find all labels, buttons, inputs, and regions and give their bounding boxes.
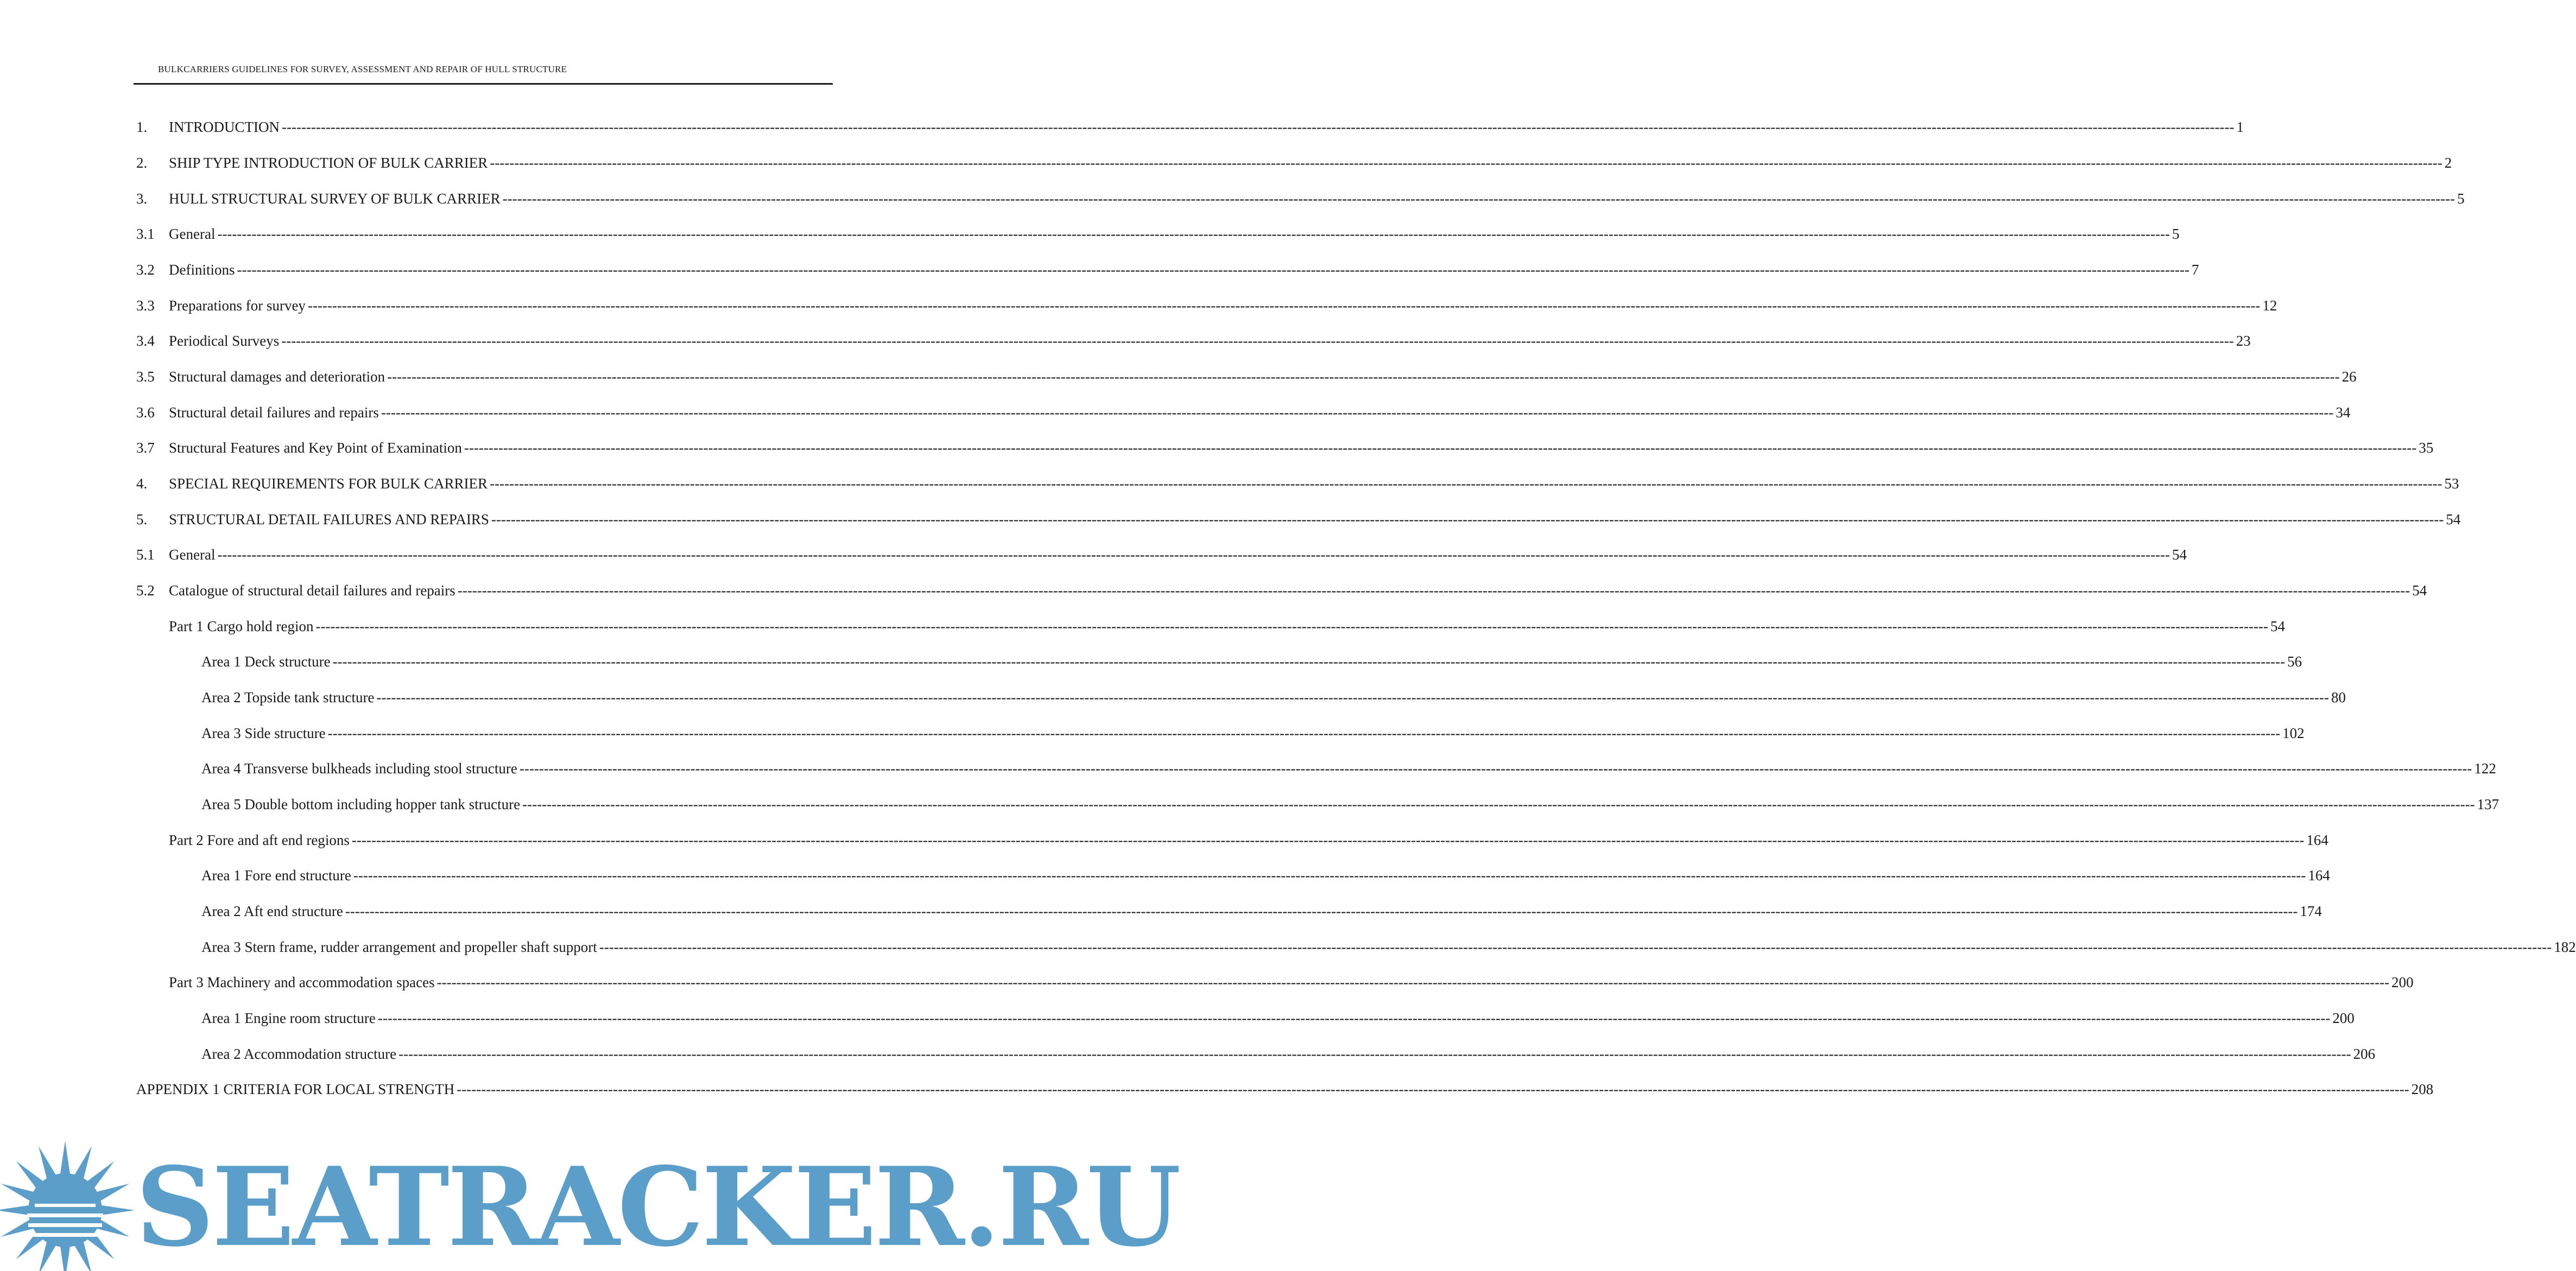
toc-entry[interactable] — [136, 582, 2427, 604]
toc-entry-title: INTRODUCTION — [169, 119, 280, 135]
toc-leader: ---------------------------------------------------------------------------------------------------------------------------------------------------------------------------------------------------------------------------------------------------------------------------------------------------------------------------------------------------------------------------------------------------------------- — [522, 796, 2475, 812]
toc-leader: ---------------------------------------------------------------------------------------------------------------------------------------------------------------------------------------------------------------------------------------------------------------------------------------------------------------------------------------------------------------------------------------------------------------- — [464, 440, 2417, 456]
toc-entry[interactable] — [201, 939, 2576, 961]
toc-entry[interactable] — [136, 440, 2434, 461]
toc-entry-title: STRUCTURAL DETAIL FAILURES AND REPAIRS — [169, 511, 489, 528]
toc-entry[interactable] — [201, 653, 2302, 675]
toc-entry-number: 5.2 — [136, 582, 155, 599]
toc-entry-page: 54 — [2172, 546, 2187, 563]
toc-leader: ---------------------------------------------------------------------------------------------------------------------------------------------------------------------------------------------------------------------------------------------------------------------------------------------------------------------------------------------------------------------------------------------------------------- — [351, 832, 2305, 848]
toc-leader: ---------------------------------------------------------------------------------------------------------------------------------------------------------------------------------------------------------------------------------------------------------------------------------------------------------------------------------------------------------------------------------------------------------------- — [217, 226, 2170, 242]
toc-entry-page: 200 — [2332, 1010, 2355, 1026]
toc-entry-title: Part 2 Fore and aft end regions — [169, 832, 350, 848]
toc-entry-title: Area 3 Side structure — [201, 725, 326, 741]
toc-leader: ---------------------------------------------------------------------------------------------------------------------------------------------------------------------------------------------------------------------------------------------------------------------------------------------------------------------------------------------------------------------------------------------------------------- — [490, 475, 2442, 492]
toc-entry-title: Area 2 Aft end structure — [201, 903, 343, 919]
toc-entry-number: 1. — [136, 119, 148, 135]
toc-entry-page: 200 — [2391, 974, 2414, 990]
toc-entry-title: SPECIAL REQUIREMENTS FOR BULK CARRIER — [169, 475, 488, 492]
toc-leader: ---------------------------------------------------------------------------------------------------------------------------------------------------------------------------------------------------------------------------------------------------------------------------------------------------------------------------------------------------------------------------------------------------------------- — [599, 939, 2552, 955]
toc-entry[interactable] — [201, 760, 2496, 782]
toc-entry-page: 164 — [2308, 867, 2330, 884]
toc-entry-page: 12 — [2262, 297, 2277, 314]
toc-entry-number: 3.6 — [136, 404, 155, 421]
toc-entry-title: General — [169, 546, 216, 563]
toc-entry-page: 56 — [2287, 653, 2302, 670]
toc-entry-page: 164 — [2306, 832, 2328, 848]
toc-entry-page: 2 — [2444, 155, 2452, 171]
toc-leader: ---------------------------------------------------------------------------------------------------------------------------------------------------------------------------------------------------------------------------------------------------------------------------------------------------------------------------------------------------------------------------------------------------------------- — [457, 1081, 2409, 1097]
toc-entry[interactable] — [136, 546, 2187, 568]
toc-entry-page: 122 — [2474, 760, 2496, 777]
toc-entry-number: 5. — [136, 511, 148, 528]
toc-leader: ---------------------------------------------------------------------------------------------------------------------------------------------------------------------------------------------------------------------------------------------------------------------------------------------------------------------------------------------------------------------------------------------------------------- — [377, 1010, 2331, 1026]
toc-leader: ---------------------------------------------------------------------------------------------------------------------------------------------------------------------------------------------------------------------------------------------------------------------------------------------------------------------------------------------------------------------------------------------------------------- — [381, 404, 2334, 421]
toc-entry-number: 3. — [136, 190, 148, 207]
toc-entry-number: 4. — [136, 475, 148, 492]
toc-leader: ---------------------------------------------------------------------------------------------------------------------------------------------------------------------------------------------------------------------------------------------------------------------------------------------------------------------------------------------------------------------------------------------------------------- — [519, 760, 2472, 777]
toc-entry-number: 3.3 — [136, 297, 155, 314]
toc-leader: ---------------------------------------------------------------------------------------------------------------------------------------------------------------------------------------------------------------------------------------------------------------------------------------------------------------------------------------------------------------------------------------------------------------- — [387, 368, 2340, 385]
toc-entry-page: 5 — [2457, 190, 2465, 207]
toc-entry[interactable] — [201, 867, 2330, 889]
toc-entry-title: Area 3 Stern frame, rudder arrangement and propeller shaft support — [201, 939, 597, 955]
toc-entry-number: 2. — [136, 155, 148, 171]
toc-leader: ---------------------------------------------------------------------------------------------------------------------------------------------------------------------------------------------------------------------------------------------------------------------------------------------------------------------------------------------------------------------------------------------------------------- — [491, 511, 2444, 528]
toc-entry[interactable] — [201, 796, 2499, 818]
toc-entry-page: 80 — [2331, 689, 2346, 706]
toc-entry[interactable] — [169, 618, 2285, 640]
toc-leader: ---------------------------------------------------------------------------------------------------------------------------------------------------------------------------------------------------------------------------------------------------------------------------------------------------------------------------------------------------------------------------------------------------------------- — [436, 974, 2390, 990]
toc-leader: ---------------------------------------------------------------------------------------------------------------------------------------------------------------------------------------------------------------------------------------------------------------------------------------------------------------------------------------------------------------------------------------------------------------- — [398, 1046, 2351, 1062]
toc-entry-title: Definitions — [169, 262, 235, 278]
toc-entry-page: 35 — [2419, 440, 2434, 456]
toc-leader: ---------------------------------------------------------------------------------------------------------------------------------------------------------------------------------------------------------------------------------------------------------------------------------------------------------------------------------------------------------------------------------------------------------------- — [345, 903, 2298, 919]
toc-entry-title: Area 1 Engine room structure — [201, 1010, 376, 1026]
toc-leader: ---------------------------------------------------------------------------------------------------------------------------------------------------------------------------------------------------------------------------------------------------------------------------------------------------------------------------------------------------------------------------------------------------------------- — [281, 333, 2234, 349]
toc-entry-page: 54 — [2270, 618, 2285, 634]
toc-leader: ---------------------------------------------------------------------------------------------------------------------------------------------------------------------------------------------------------------------------------------------------------------------------------------------------------------------------------------------------------------------------------------------------------------- — [307, 297, 2261, 314]
toc-entry-page: 208 — [2411, 1081, 2434, 1097]
toc-entry-page: 174 — [2300, 903, 2322, 919]
toc-entry[interactable] — [201, 725, 2305, 747]
toc-entry[interactable] — [201, 1010, 2355, 1032]
toc-entry-title: APPENDIX 1 CRITERIA FOR LOCAL STRENGTH — [136, 1081, 455, 1097]
toc-entry-page: 1 — [2236, 119, 2244, 135]
toc-leader: ---------------------------------------------------------------------------------------------------------------------------------------------------------------------------------------------------------------------------------------------------------------------------------------------------------------------------------------------------------------------------------------------------------------- — [353, 867, 2306, 884]
toc-entry-title: Area 4 Transverse bulkheads including stool structure — [201, 760, 517, 777]
toc-entry-page: 53 — [2444, 475, 2459, 492]
toc-leader: ---------------------------------------------------------------------------------------------------------------------------------------------------------------------------------------------------------------------------------------------------------------------------------------------------------------------------------------------------------------------------------------------------------------- — [502, 190, 2455, 207]
toc-entry[interactable] — [136, 511, 2461, 533]
toc-entry-title: Preparations for survey — [169, 297, 306, 314]
toc-entry-title: Structural Features and Key Point of Examination — [169, 440, 462, 456]
toc-entry[interactable] — [201, 689, 2346, 711]
toc-entry-title: HULL STRUCTURAL SURVEY OF BULK CARRIER — [169, 190, 501, 207]
toc-entry[interactable] — [136, 262, 2199, 283]
toc-entry-page: 23 — [2236, 333, 2251, 349]
toc-entry-number: 3.7 — [136, 440, 155, 456]
toc-entry[interactable] — [136, 475, 2459, 497]
toc-entry-title: Area 1 Deck structure — [201, 653, 331, 670]
toc-leader: ---------------------------------------------------------------------------------------------------------------------------------------------------------------------------------------------------------------------------------------------------------------------------------------------------------------------------------------------------------------------------------------------------------------- — [376, 689, 2329, 706]
toc-entry[interactable] — [169, 974, 2414, 996]
toc-entry-title: Structural detail failures and repairs — [169, 404, 379, 421]
running-header: BULKCARRIERS GUIDELINES FOR SURVEY, ASSESSMENT AND REPAIR OF HULL STRUCTURE — [158, 64, 567, 74]
toc-entry[interactable] — [136, 155, 2452, 176]
toc-entry-page: 34 — [2336, 404, 2351, 421]
toc-entry[interactable] — [136, 1081, 2434, 1103]
toc-leader: ---------------------------------------------------------------------------------------------------------------------------------------------------------------------------------------------------------------------------------------------------------------------------------------------------------------------------------------------------------------------------------------------------------------- — [315, 618, 2268, 634]
toc-entry-page: 206 — [2353, 1046, 2376, 1062]
toc-entry-title: Area 5 Double bottom including hopper tank structure — [201, 796, 521, 812]
toc-entry-number: 3.1 — [136, 226, 155, 242]
toc-entry-title: General — [169, 226, 216, 242]
toc-entry-page: 102 — [2282, 725, 2305, 741]
toc-leader: ---------------------------------------------------------------------------------------------------------------------------------------------------------------------------------------------------------------------------------------------------------------------------------------------------------------------------------------------------------------------------------------------------------------- — [237, 262, 2189, 278]
toc-entry-title: Part 3 Machinery and accommodation spaces — [169, 974, 435, 990]
toc-entry-title: Area 2 Topside tank structure — [201, 689, 375, 706]
toc-entry[interactable] — [136, 333, 2251, 354]
toc-entry-page: 182 — [2554, 939, 2576, 955]
toc-entry[interactable] — [169, 832, 2328, 854]
toc-entry-number: 5.1 — [136, 546, 155, 563]
toc-entry[interactable] — [136, 190, 2465, 212]
toc-entry-page: 137 — [2477, 796, 2499, 812]
toc-entry-title: Area 2 Accommodation structure — [201, 1046, 397, 1062]
toc-leader: ---------------------------------------------------------------------------------------------------------------------------------------------------------------------------------------------------------------------------------------------------------------------------------------------------------------------------------------------------------------------------------------------------------------- — [490, 155, 2442, 171]
toc-entry-number: 3.5 — [136, 368, 155, 385]
toc-leader: ---------------------------------------------------------------------------------------------------------------------------------------------------------------------------------------------------------------------------------------------------------------------------------------------------------------------------------------------------------------------------------------------------------------- — [457, 582, 2410, 599]
watermark-text: SEATRACKER.RU — [136, 1143, 1179, 1271]
toc-entry[interactable] — [136, 119, 2244, 141]
toc-entry-number: 3.4 — [136, 333, 155, 349]
toc-entry-title: Catalogue of structural detail failures and repairs — [169, 582, 455, 599]
toc-entry[interactable] — [136, 297, 2277, 319]
toc-entry-title: SHIP TYPE INTRODUCTION OF BULK CARRIER — [169, 155, 488, 171]
toc-entry-title: Periodical Surveys — [169, 333, 280, 349]
toc-entry-page: 54 — [2446, 511, 2461, 528]
toc-entry[interactable] — [201, 903, 2322, 925]
toc-entry-title: Structural damages and deterioration — [169, 368, 385, 385]
toc-entry-number: 3.2 — [136, 262, 155, 278]
toc-entry[interactable] — [201, 1046, 2376, 1067]
header-rule — [134, 83, 833, 85]
toc-entry-page: 26 — [2341, 368, 2357, 385]
toc-entry-title: Part 1 Cargo hold region — [169, 618, 314, 634]
toc-entry-page: 54 — [2412, 582, 2427, 599]
toc-leader: ---------------------------------------------------------------------------------------------------------------------------------------------------------------------------------------------------------------------------------------------------------------------------------------------------------------------------------------------------------------------------------------------------------------- — [327, 725, 2281, 741]
toc-entry[interactable] — [136, 404, 2351, 426]
toc-entry-page: 5 — [2172, 226, 2180, 242]
sun-icon — [0, 1141, 135, 1271]
toc-entry-page: 7 — [2191, 262, 2199, 278]
toc-leader: ---------------------------------------------------------------------------------------------------------------------------------------------------------------------------------------------------------------------------------------------------------------------------------------------------------------------------------------------------------------------------------------------------------------- — [332, 653, 2286, 670]
toc-entry-title: Area 1 Fore end structure — [201, 867, 351, 884]
toc-entry[interactable] — [136, 226, 2180, 247]
toc-leader: ---------------------------------------------------------------------------------------------------------------------------------------------------------------------------------------------------------------------------------------------------------------------------------------------------------------------------------------------------------------------------------------------------------------- — [281, 119, 2235, 135]
toc-entry[interactable] — [136, 368, 2357, 390]
toc-leader: ---------------------------------------------------------------------------------------------------------------------------------------------------------------------------------------------------------------------------------------------------------------------------------------------------------------------------------------------------------------------------------------------------------------- — [217, 546, 2170, 563]
